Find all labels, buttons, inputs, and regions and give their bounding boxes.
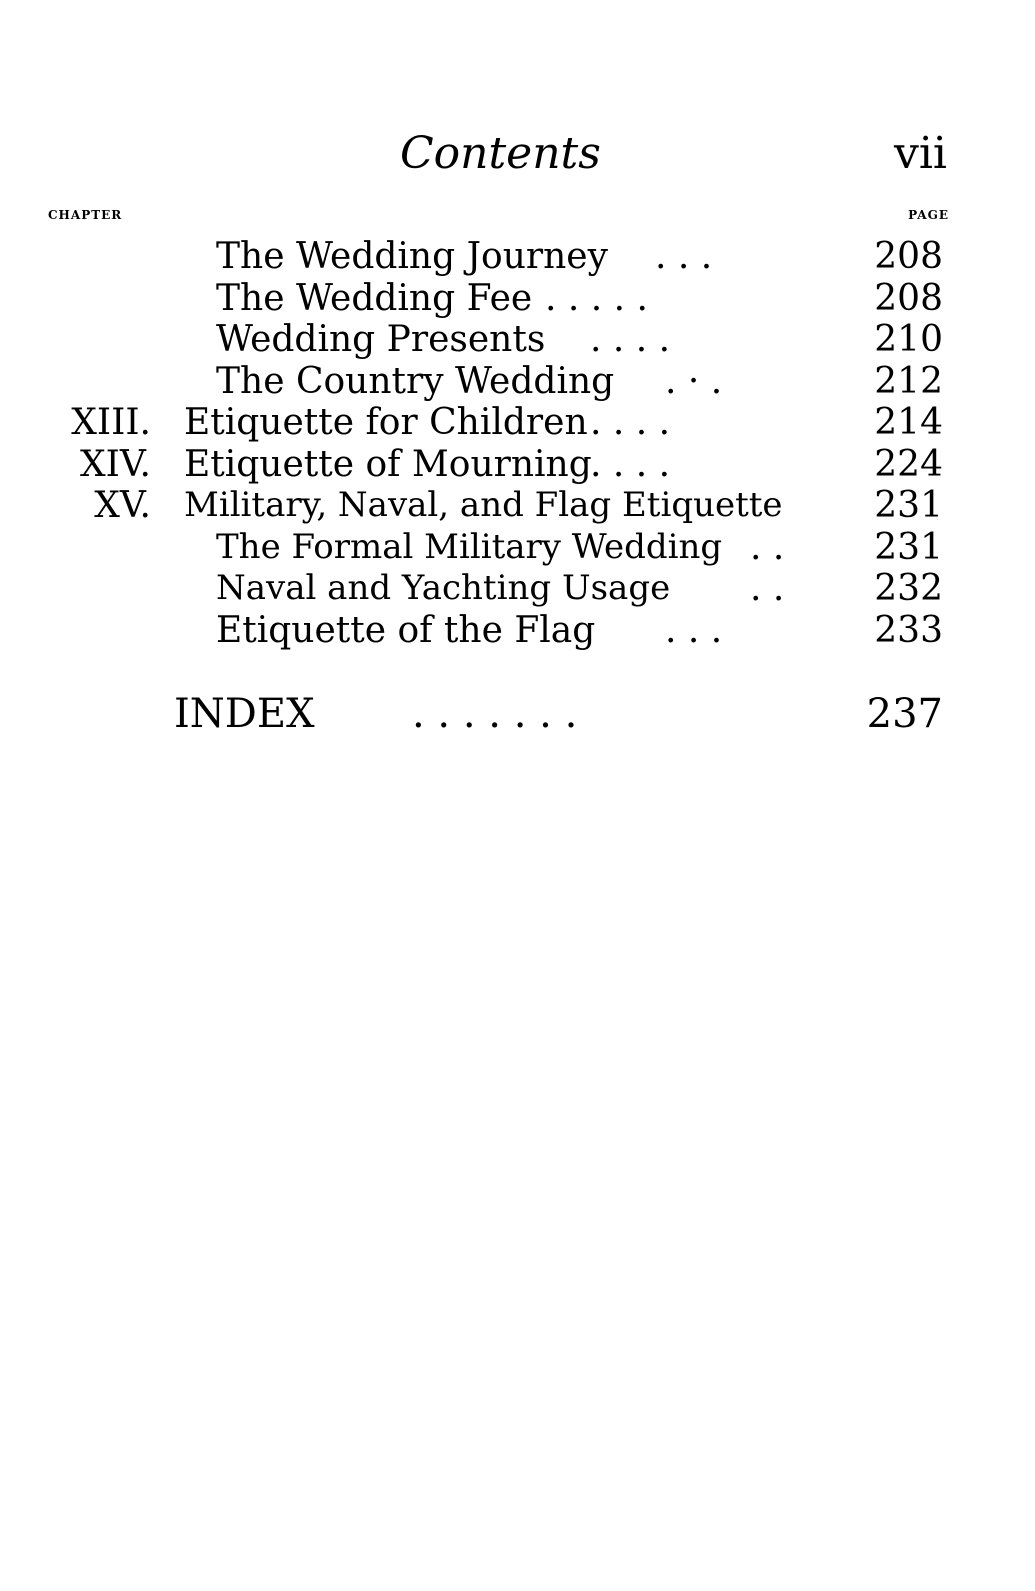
toc-chapter-number: XIV. xyxy=(80,443,151,485)
toc-entry-title: Wedding Presents xyxy=(216,319,546,360)
toc-chapter-number: XV. xyxy=(94,485,151,526)
index-label: INDEX xyxy=(174,691,315,737)
toc-page-number: 231 xyxy=(874,485,943,526)
toc-leader-dots: . . . . . xyxy=(545,277,648,319)
toc-page-number: 233 xyxy=(874,609,943,651)
toc-page-number: 214 xyxy=(874,402,943,443)
toc-leader-dots: . . xyxy=(750,526,785,568)
toc-entry-title: Naval and Yachting Usage xyxy=(216,568,671,608)
toc-entry-title: The Wedding Fee xyxy=(216,277,533,319)
toc-entry-index xyxy=(0,690,1035,738)
toc-entry-title: Etiquette for Children xyxy=(184,402,588,443)
toc-entry-title: Etiquette of the Flag xyxy=(216,609,596,651)
toc-leader-dots: . . xyxy=(750,568,785,609)
toc-chapter-number: XIII. xyxy=(71,402,151,443)
toc-page-number: 210 xyxy=(874,319,943,360)
toc-entry-title: Military, Naval, and Flag Etiquette xyxy=(184,485,783,525)
page-column-label: PAGE xyxy=(908,208,949,222)
toc-entry-title: Etiquette of Mourning xyxy=(184,443,592,485)
toc-entry-naval-yachting-usage xyxy=(0,568,1035,610)
toc-entry-title: The Country Wedding xyxy=(216,360,615,402)
toc-entry-etiquette-of-flag xyxy=(0,610,1035,652)
table-of-contents xyxy=(0,236,1035,651)
toc-entry-chapter-xiv xyxy=(0,444,1035,486)
toc-entry-title: The Wedding Journey xyxy=(216,236,608,277)
toc-page-number: 208 xyxy=(874,277,943,319)
toc-leader-dots: . . . xyxy=(665,609,723,651)
toc-entry-wedding-presents xyxy=(0,319,1035,361)
toc-leader-dots: . . . . xyxy=(590,443,671,485)
toc-leader-dots: . . . . xyxy=(590,319,671,360)
index-leader-dots: . . . . . . . xyxy=(412,691,578,737)
toc-page-number: 212 xyxy=(874,360,943,402)
toc-entry-country-wedding xyxy=(0,361,1035,403)
toc-entry-wedding-fee xyxy=(0,278,1035,320)
page-number: vii xyxy=(893,128,947,179)
page-title: Contents xyxy=(400,128,601,179)
toc-entry-formal-military-wedding xyxy=(0,527,1035,569)
chapter-column-label: CHAPTER xyxy=(48,208,123,222)
toc-page-number: 231 xyxy=(874,526,943,568)
toc-page-number: 232 xyxy=(874,568,943,609)
index-page-number: 237 xyxy=(866,691,943,737)
toc-entry-title: The Formal Military Wedding xyxy=(216,526,723,567)
toc-leader-dots: . . . xyxy=(655,236,713,277)
toc-page-number: 224 xyxy=(874,443,943,485)
toc-entry-chapter-xv xyxy=(0,485,1035,527)
toc-page-number: 208 xyxy=(874,236,943,277)
toc-entry-wedding-journey xyxy=(0,236,1035,278)
toc-entry-chapter-xiii xyxy=(0,402,1035,444)
toc-leader-dots: . . . . xyxy=(590,402,671,443)
toc-leader-dots: . · . xyxy=(665,360,723,402)
